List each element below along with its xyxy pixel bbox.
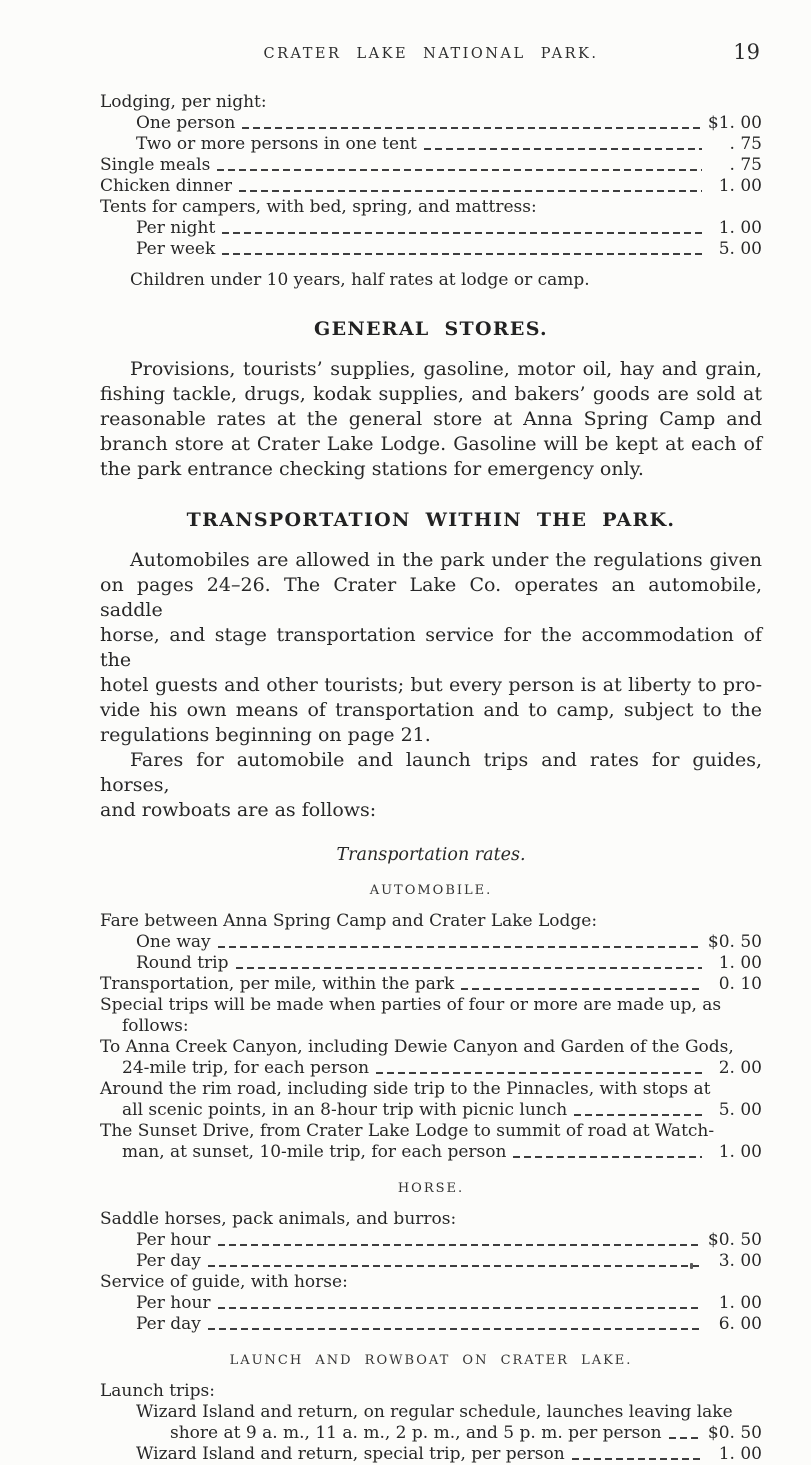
rate-line	[100, 1444, 762, 1465]
rate-line	[100, 1100, 762, 1121]
automobile-heading: AUTOMOBILE.	[369, 883, 493, 898]
rate-line	[100, 1381, 762, 1402]
paragraph-line: Provisions, tourists’ supplies, gasoline, motor oil, hay and grain,	[130, 358, 762, 380]
paragraph-line: on pages 24–26. The Crater Lake Co. operates an automobile, saddle	[100, 574, 762, 621]
rate-price: 0. 10	[718, 974, 762, 994]
rate-price: 6. 00	[718, 1314, 762, 1334]
dot-leader	[236, 967, 703, 969]
launch-rates	[100, 1381, 762, 1465]
rate-price: 5. 00	[718, 1100, 762, 1120]
page-number: 19	[733, 40, 760, 64]
rate-price: 1. 00	[718, 1444, 762, 1464]
rate-label: Fare between Anna Spring Camp and Crater Lake Lodge:	[100, 911, 598, 931]
rate-price: $0. 50	[707, 932, 762, 952]
rate-label: Around the rim road, including side trip to the Pinnacles, with stops at	[100, 1079, 711, 1099]
rate-label: Per week	[136, 239, 216, 259]
rate-line	[100, 911, 762, 932]
rate-label: Launch trips:	[100, 1381, 215, 1401]
rate-label: Per hour	[136, 1230, 211, 1250]
rate-line	[100, 218, 762, 239]
rate-label: Per day	[136, 1314, 201, 1334]
horse-heading: HORSE.	[397, 1181, 465, 1196]
rate-line	[100, 113, 762, 134]
dot-leader	[242, 127, 702, 129]
dot-leader	[208, 1265, 702, 1267]
paragraph-line: the park entrance checking stations for emergency only.	[100, 458, 644, 480]
rate-line	[100, 239, 762, 260]
lodging-rates	[100, 92, 762, 260]
rate-line	[100, 155, 762, 176]
rate-line	[100, 92, 762, 113]
page-title: CRATER LAKE NATIONAL PARK.	[263, 46, 599, 62]
dot-leader	[669, 1437, 702, 1439]
rate-label: Tents for campers, with bed, spring, and mattress:	[100, 197, 537, 217]
rate-label: Transportation, per mile, within the park	[100, 974, 455, 994]
rate-line	[100, 974, 762, 995]
rate-line	[100, 1209, 762, 1230]
paragraph-line: reasonable rates at the general store at Anna Spring Camp and	[100, 408, 762, 430]
dot-leader	[218, 946, 702, 948]
rate-label: Single meals	[100, 155, 211, 175]
rate-line	[100, 1293, 762, 1314]
dot-leader	[376, 1072, 702, 1074]
rate-label: One person	[136, 113, 236, 133]
rate-label: shore at 9 a. m., 11 a. m., 2 p. m., and 5 p. m. per person	[170, 1423, 662, 1443]
rate-line	[100, 1121, 762, 1142]
document-page	[100, 40, 762, 1465]
paragraph-line: Fares for automobile and launch trips and rates for guides, horses,	[100, 749, 762, 796]
transportation-rates-title: Transportation rates.	[336, 845, 526, 865]
paragraph-line: hotel guests and other tourists; but every person is at liberty to pro-	[100, 674, 762, 696]
dot-leader	[574, 1114, 702, 1116]
rate-price: 1. 00	[718, 176, 762, 196]
transportation-heading: TRANSPORTATION WITHIN THE PARK.	[186, 509, 676, 531]
dot-leader	[222, 232, 702, 234]
dot-leader	[424, 148, 702, 150]
rate-price: 1. 00	[718, 1142, 762, 1162]
scan-speck	[690, 1263, 693, 1269]
rate-label: The Sunset Drive, from Crater Lake Lodge to summit of road at Watch-	[100, 1121, 715, 1141]
paragraph-line: horse, and stage transportation service for the accommodation of the	[100, 624, 762, 671]
rate-price: 5. 00	[718, 239, 762, 259]
rate-line	[100, 1079, 762, 1100]
rate-label: Per night	[136, 218, 216, 238]
rate-price: . 75	[729, 134, 762, 154]
dot-leader	[208, 1328, 702, 1330]
rate-line	[100, 1016, 762, 1037]
automobile-rates	[100, 911, 762, 1163]
rate-price: . 75	[729, 155, 762, 175]
general-stores-paragraph	[100, 357, 762, 482]
rate-price: 3. 00	[718, 1251, 762, 1271]
paragraph-line: Automobiles are allowed in the park under the regulations given	[130, 549, 762, 571]
dot-leader	[217, 169, 702, 171]
rate-label: Round trip	[136, 953, 229, 973]
transportation-paragraph-1	[100, 548, 762, 748]
launch-heading: LAUNCH AND ROWBOAT ON CRATER LAKE.	[229, 1353, 633, 1368]
rate-label: Per day	[136, 1251, 201, 1271]
rate-label: To Anna Creek Canyon, including Dewie Canyon and Garden of the Gods,	[100, 1037, 734, 1057]
children-rate-note: Children under 10 years, half rates at lodge or camp.	[130, 270, 590, 290]
rate-label: man, at sunset, 10-mile trip, for each person	[122, 1142, 507, 1162]
dot-leader	[572, 1458, 702, 1460]
dot-leader	[218, 1307, 702, 1309]
rate-line	[100, 1230, 762, 1251]
rate-label: Service of guide, with horse:	[100, 1272, 348, 1292]
rate-line	[100, 1142, 762, 1163]
rate-line	[100, 134, 762, 155]
rate-label: Per hour	[136, 1293, 211, 1313]
general-stores-heading: GENERAL STORES.	[314, 318, 548, 340]
rate-label: Special trips will be made when parties of four or more are made up, as	[100, 995, 722, 1015]
rate-price: 1. 00	[718, 953, 762, 973]
transportation-paragraph-2	[100, 748, 762, 823]
rate-line	[100, 1314, 762, 1335]
rate-label: Chicken dinner	[100, 176, 233, 196]
rate-line	[100, 1251, 762, 1272]
horse-rates	[100, 1209, 762, 1335]
rate-price: 1. 00	[718, 1293, 762, 1313]
rate-price: 1. 00	[718, 218, 762, 238]
dot-leader	[513, 1156, 702, 1158]
rate-label: follows:	[122, 1016, 189, 1036]
paragraph-line: fishing tackle, drugs, kodak supplies, and bakers’ goods are sold at	[100, 383, 762, 405]
paragraph-line: vide his own means of transportation and to camp, subject to the	[100, 699, 762, 721]
dot-leader	[239, 190, 702, 192]
rate-line	[100, 932, 762, 953]
paragraph-line: and rowboats are as follows:	[100, 799, 377, 821]
rate-line	[100, 1423, 762, 1444]
paragraph-line: regulations beginning on page 21.	[100, 724, 431, 746]
rate-line	[100, 1402, 762, 1423]
rate-label: Two or more persons in one tent	[136, 134, 417, 154]
rate-label: Wizard Island and return, special trip, per person	[136, 1444, 565, 1464]
rate-price: 2. 00	[718, 1058, 762, 1078]
rate-line	[100, 1037, 762, 1058]
rate-label: Lodging, per night:	[100, 92, 267, 112]
dot-leader	[222, 253, 702, 255]
rate-line	[100, 176, 762, 197]
rate-line	[100, 953, 762, 974]
rate-label: Wizard Island and return, on regular schedule, launches leaving lake	[136, 1402, 733, 1422]
rate-price: $0. 50	[707, 1230, 762, 1250]
rate-label: 24-mile trip, for each person	[122, 1058, 370, 1078]
rate-line	[100, 197, 762, 218]
dot-leader	[461, 988, 702, 990]
dot-leader	[218, 1244, 702, 1246]
rate-line	[100, 995, 762, 1016]
rate-label: all scenic points, in an 8-hour trip with picnic lunch	[122, 1100, 568, 1120]
rate-price: $0. 50	[707, 1423, 762, 1443]
paragraph-line: branch store at Crater Lake Lodge. Gasoline will be kept at each of	[100, 433, 762, 455]
rate-label: Saddle horses, pack animals, and burros:	[100, 1209, 457, 1229]
rate-line	[100, 1058, 762, 1079]
rate-label: One way	[136, 932, 211, 952]
running-head	[100, 40, 762, 70]
rate-price: $1. 00	[707, 113, 762, 133]
rate-line	[100, 1272, 762, 1293]
